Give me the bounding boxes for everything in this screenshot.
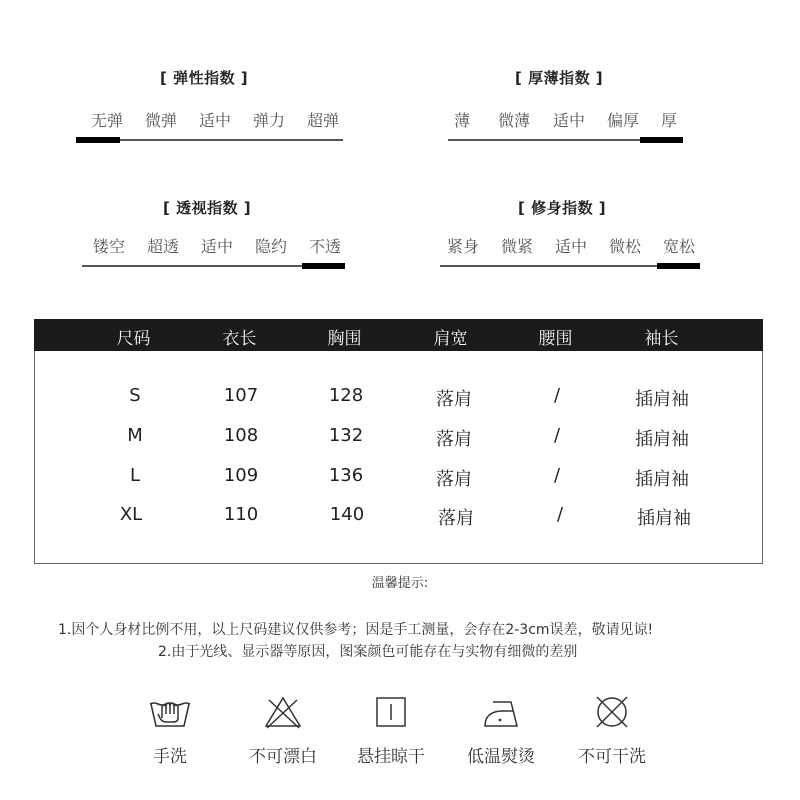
scale-label: 微薄 (497, 111, 530, 130)
cell-size: XL (119, 504, 143, 525)
scale-marker (657, 263, 700, 269)
scale-marker (640, 137, 683, 143)
size-table (34, 319, 763, 564)
cell-size: L (129, 465, 141, 486)
cell-length: 108 (223, 425, 259, 446)
tips-title: 温馨提示: (371, 576, 429, 591)
cell-waist: / (553, 425, 561, 446)
cell-shoulder: 落肩 (436, 389, 472, 410)
header-length: 衣长 (222, 329, 257, 349)
scale-label: 微紧 (500, 237, 533, 256)
cell-chest: 128 (328, 385, 364, 406)
cell-length: 109 (223, 465, 259, 486)
scale-label: 超透 (146, 237, 179, 256)
low-iron-icon (481, 694, 521, 730)
cell-chest: 132 (328, 425, 364, 446)
cell-waist: / (556, 504, 564, 525)
tip-item: 1.因个人身材比例不用，以上尺码建议仅供参考；因是手工测量，会存在2-3cm误差，敬请见谅! (58, 622, 654, 638)
cell-sleeve: 插肩袖 (637, 508, 691, 529)
care-no-bleach (228, 694, 338, 767)
scale-label: 微弹 (144, 111, 177, 130)
scale-title: [ 厚薄指数 ] (515, 69, 604, 87)
cell-waist: / (553, 465, 561, 486)
cell-length: 107 (223, 385, 259, 406)
cell-sleeve: 插肩袖 (635, 429, 689, 450)
scale-label: 适中 (554, 237, 587, 256)
scale-title: [ 修身指数 ] (518, 199, 607, 217)
scale-label: 弹力 (252, 111, 285, 130)
cell-shoulder: 落肩 (436, 469, 472, 490)
scale-label: 镂空 (92, 237, 125, 256)
scale-label: 微松 (608, 237, 641, 256)
care-no-dry-clean (557, 694, 667, 767)
care-hand-wash (115, 694, 225, 767)
scale-label: 偏厚 (606, 111, 639, 130)
no-dry-clean-icon (592, 694, 632, 730)
scale-label: 适中 (552, 111, 585, 130)
care-label: 低温熨烫 (467, 747, 535, 767)
care-label: 手洗 (153, 747, 187, 767)
cell-sleeve: 插肩袖 (635, 469, 689, 490)
scale-label: 无弹 (90, 111, 123, 130)
header-waist: 腰围 (538, 329, 573, 349)
hang-dry-icon (373, 694, 409, 730)
scale-marker (302, 263, 345, 269)
header-shoulder: 肩宽 (433, 329, 468, 349)
cell-waist: / (553, 385, 561, 406)
care-label: 不可干洗 (578, 747, 646, 767)
care-label: 悬挂晾干 (357, 747, 425, 767)
header-sleeve: 袖长 (644, 329, 679, 349)
scale-title: [ 弹性指数 ] (160, 69, 249, 87)
hand-wash-icon (148, 694, 192, 730)
no-bleach-icon (263, 694, 303, 730)
scale-label: 宽松 (662, 237, 695, 256)
cell-chest: 140 (329, 504, 365, 525)
header-size: 尺码 (116, 329, 151, 349)
scale-label: 不透 (308, 237, 341, 256)
cell-size: M (127, 425, 143, 446)
cell-shoulder: 落肩 (438, 508, 474, 529)
scale-title: [ 透视指数 ] (163, 199, 252, 217)
cell-chest: 136 (328, 465, 364, 486)
scale-label: 超弹 (306, 111, 339, 130)
care-low-iron (446, 694, 556, 767)
scale-label: 厚 (660, 111, 677, 130)
cell-shoulder: 落肩 (436, 429, 472, 450)
scale-label: 适中 (200, 237, 233, 256)
scale-label: 隐约 (254, 237, 287, 256)
scale-label: 薄 (453, 111, 470, 130)
care-label: 不可漂白 (249, 747, 317, 767)
tip-item: 2.由于光线、显示器等原因，图案颜色可能存在与实物有细微的差别 (158, 644, 578, 660)
scale-label: 紧身 (446, 237, 479, 256)
scale-marker (76, 137, 120, 143)
scale-label: 适中 (198, 111, 231, 130)
header-chest: 胸围 (327, 329, 362, 349)
size-table-header (34, 319, 763, 351)
care-hang-dry (336, 694, 446, 767)
cell-length: 110 (223, 504, 259, 525)
cell-sleeve: 插肩袖 (635, 389, 689, 410)
cell-size: S (129, 385, 141, 406)
